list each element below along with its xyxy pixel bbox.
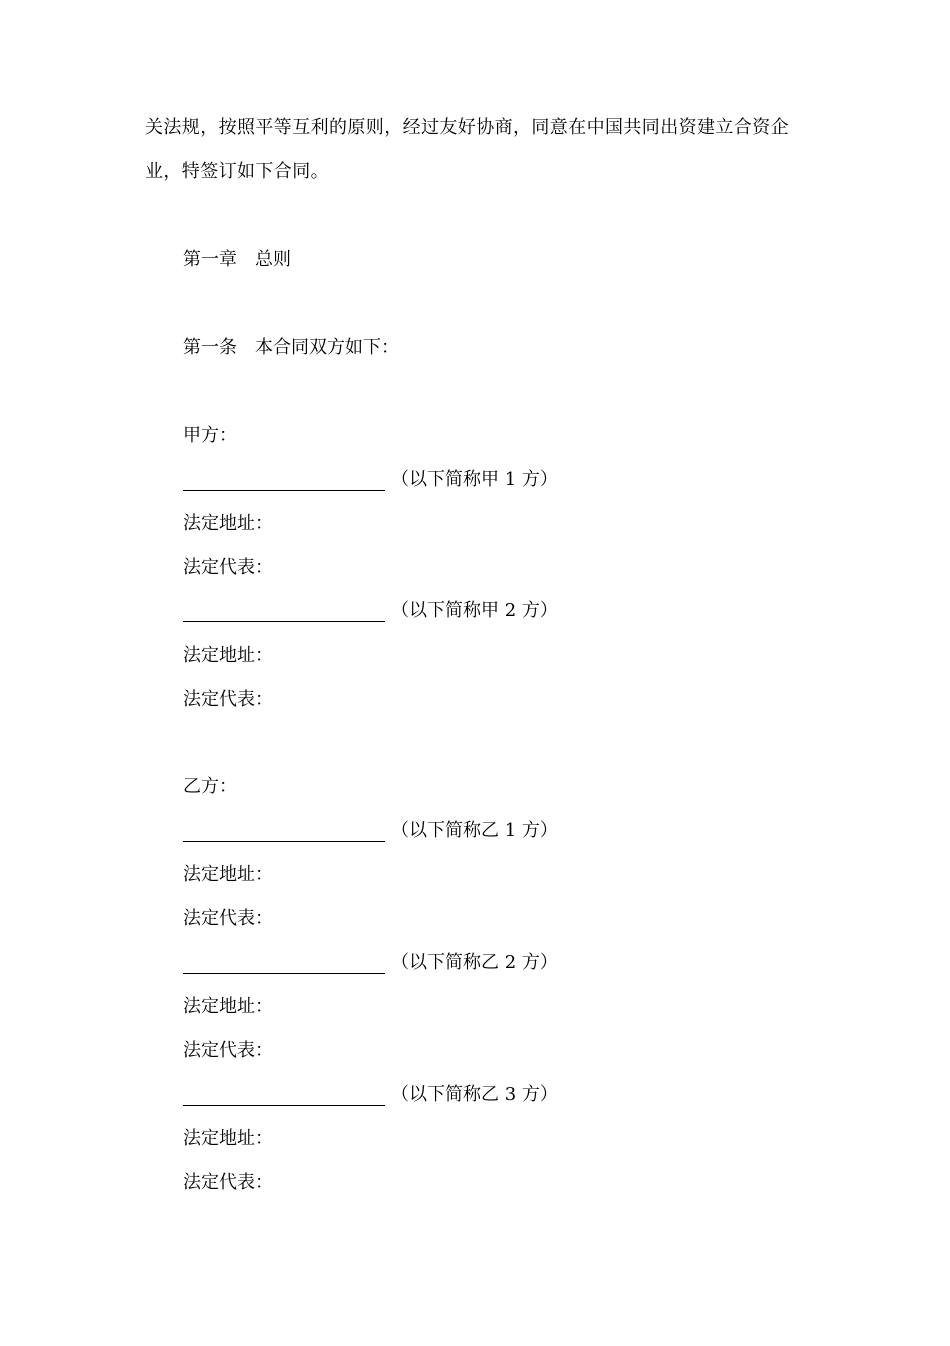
party-b1-rep-label: 法定代表： <box>183 908 273 929</box>
intro-line-1: 关法规，按照平等互利的原则，经过友好协商，同意在中国共同出资建立合资企 <box>145 117 789 138</box>
blank-underline <box>183 823 385 842</box>
party-b3-address-label: 法定地址： <box>183 1128 273 1149</box>
party-alias: （以下简称甲 2 方） <box>391 600 558 621</box>
party-alias: （以下简称乙 1 方） <box>391 820 558 841</box>
article-text: 本合同双方如下： <box>255 337 399 358</box>
blank-underline <box>183 472 385 491</box>
article-heading <box>183 337 399 359</box>
party-b-heading: 乙方： <box>183 776 237 797</box>
party-a1-rep-label: 法定代表： <box>183 557 273 578</box>
party-a1-name-line <box>183 469 558 491</box>
party-b3-rep-label: 法定代表： <box>183 1172 273 1193</box>
party-alias: （以下简称乙 2 方） <box>391 952 558 973</box>
party-alias: （以下简称甲 1 方） <box>391 469 558 490</box>
party-alias: （以下简称乙 3 方） <box>391 1084 558 1105</box>
article-number: 第一条 <box>183 337 237 358</box>
party-b2-rep-label: 法定代表： <box>183 1040 273 1061</box>
party-a1-address-label: 法定地址： <box>183 513 273 534</box>
chapter-heading <box>183 249 291 271</box>
party-a-heading: 甲方： <box>183 425 237 446</box>
party-a2-address-label: 法定地址： <box>183 645 273 666</box>
blank-underline <box>183 1087 385 1106</box>
party-a2-name-line <box>183 600 558 622</box>
party-b1-address-label: 法定地址： <box>183 864 273 885</box>
party-b2-address-label: 法定地址： <box>183 996 273 1017</box>
chapter-title: 总则 <box>255 249 291 270</box>
blank-underline <box>183 603 385 622</box>
party-b2-name-line <box>183 952 558 974</box>
party-a2-rep-label: 法定代表： <box>183 689 273 710</box>
party-b3-name-line <box>183 1084 558 1106</box>
party-b1-name-line <box>183 820 558 842</box>
blank-underline <box>183 955 385 974</box>
intro-line-2: 业，特签订如下合同。 <box>145 161 329 182</box>
chapter-number: 第一章 <box>183 249 237 270</box>
